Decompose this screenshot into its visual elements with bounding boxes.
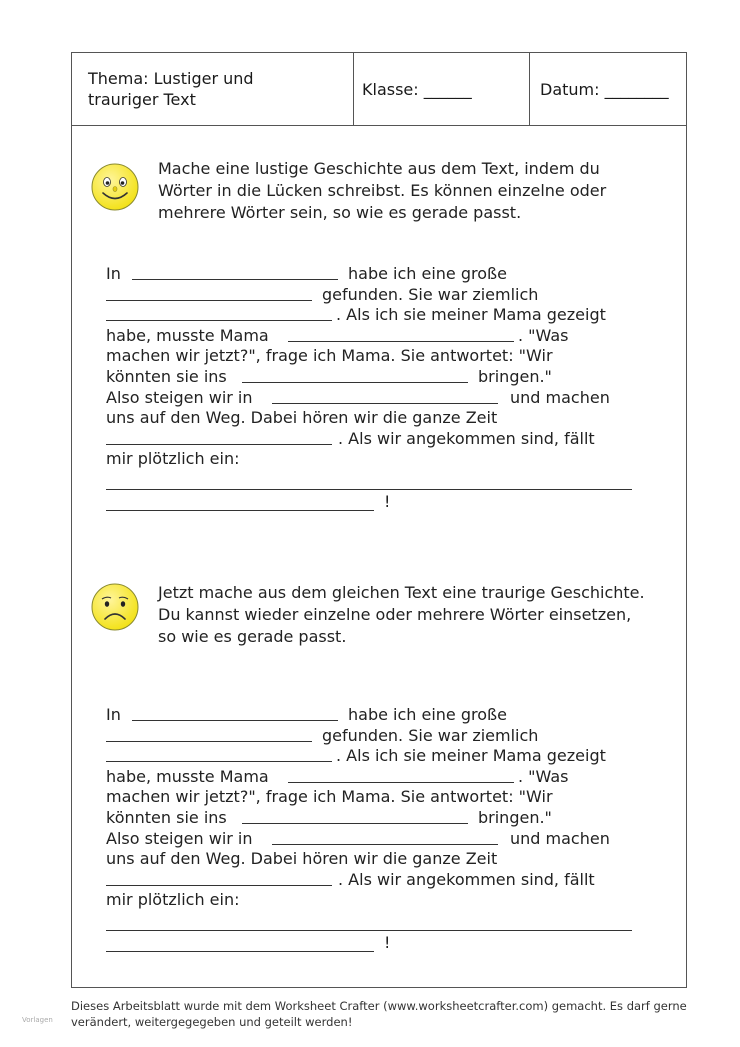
blank-2[interactable] <box>106 726 312 742</box>
happy-instruction-line-3: mehrere Wörter sein, so wie es gerade passt. <box>158 203 522 222</box>
footer-line-2: verändert, weitergegegeben und geteilt werden! <box>71 1015 353 1029</box>
sad-instruction-line-1: Jetzt mache aus dem gleichen Text eine traurige Geschichte. <box>158 583 645 602</box>
story-l12: ! <box>384 933 391 952</box>
happy-instructions <box>158 158 668 224</box>
story-l1-a: In <box>106 264 121 283</box>
watermark: Vorlagen <box>22 1016 53 1024</box>
story-l5: machen wir jetzt?", frage ich Mama. Sie antwortet: "Wir <box>106 787 553 807</box>
story-l1-b: habe ich eine große <box>348 264 507 283</box>
blank-9[interactable] <box>106 495 374 511</box>
story-l7-a: Also steigen wir in <box>106 387 253 407</box>
blank-2[interactable] <box>106 285 312 301</box>
story-l9: . Als wir angekommen sind, fällt <box>338 428 595 448</box>
story-l10: mir plötzlich ein: <box>106 449 240 469</box>
blank-7[interactable] <box>106 429 332 445</box>
worksheet-header <box>72 53 686 126</box>
blank-6[interactable] <box>272 388 498 404</box>
blank-6[interactable] <box>272 829 498 845</box>
story-l10: mir plötzlich ein: <box>106 890 240 910</box>
story-l5: machen wir jetzt?", frage ich Mama. Sie antwortet: "Wir <box>106 346 553 366</box>
story-l7-b: und machen <box>510 387 610 407</box>
blank-8[interactable] <box>106 915 632 931</box>
theme-line-1: Thema: Lustiger und <box>88 69 254 88</box>
story-l6-a: könnten sie ins <box>106 367 227 386</box>
blank-3[interactable] <box>106 305 332 321</box>
story-l2: gefunden. Sie war ziemlich <box>322 284 539 304</box>
story-l8: uns auf den Weg. Dabei hören wir die ganze Zeit <box>106 849 498 869</box>
sad-instruction-line-2: Du kannst wieder einzelne oder mehrere Wörter einsetzen, <box>158 605 632 624</box>
sad-instructions <box>158 582 668 648</box>
story-l7-b: und machen <box>510 828 610 848</box>
blank-4[interactable] <box>288 326 514 342</box>
klasse-field: Klasse: ______ <box>354 53 530 125</box>
footer-line-1: Dieses Arbeitsblatt wurde mit dem Worksheet Crafter (www.worksheetcrafter.com) gemacht. Es darf gerne <box>71 999 687 1013</box>
story-l6-b: bringen." <box>478 367 552 386</box>
story-l8: uns auf den Weg. Dabei hören wir die ganze Zeit <box>106 408 498 428</box>
sad-smiley-icon <box>90 582 140 632</box>
happy-instruction-line-1: Mache eine lustige Geschichte aus dem Text, indem du <box>158 159 600 178</box>
story-l1-b: habe ich eine große <box>348 705 507 724</box>
blank-7[interactable] <box>106 870 332 886</box>
story-l9: . Als wir angekommen sind, fällt <box>338 869 595 889</box>
story-l4-b: . "Was <box>518 766 569 786</box>
blank-5[interactable] <box>242 808 468 824</box>
story-l1-a: In <box>106 705 121 724</box>
sad-instruction-line-3: so wie es gerade passt. <box>158 627 347 646</box>
story-l7-a: Also steigen wir in <box>106 828 253 848</box>
blank-1[interactable] <box>132 264 338 280</box>
blank-9[interactable] <box>106 936 374 952</box>
story-l4-a: habe, musste Mama <box>106 766 269 786</box>
happy-instruction-line-2: Wörter in die Lücken schreibst. Es können einzelne oder <box>158 181 607 200</box>
story-l3: . Als ich sie meiner Mama gezeigt <box>336 305 606 325</box>
theme-line-2: trauriger Text <box>88 90 196 109</box>
blank-3[interactable] <box>106 746 332 762</box>
story-l12: ! <box>384 492 391 511</box>
story-l3: . Als ich sie meiner Mama gezeigt <box>336 746 606 766</box>
blank-5[interactable] <box>242 367 468 383</box>
footer-note <box>71 998 711 1030</box>
blank-8[interactable] <box>106 474 632 490</box>
story-l4-b: . "Was <box>518 325 569 345</box>
story-l6-b: bringen." <box>478 808 552 827</box>
blank-1[interactable] <box>132 705 338 721</box>
datum-field: Datum: ________ <box>540 79 669 99</box>
blank-4[interactable] <box>288 767 514 783</box>
theme-cell <box>72 53 354 125</box>
happy-smiley-icon <box>90 162 140 212</box>
story-l2: gefunden. Sie war ziemlich <box>322 725 539 745</box>
story-l6-a: könnten sie ins <box>106 808 227 827</box>
story-l4-a: habe, musste Mama <box>106 325 269 345</box>
